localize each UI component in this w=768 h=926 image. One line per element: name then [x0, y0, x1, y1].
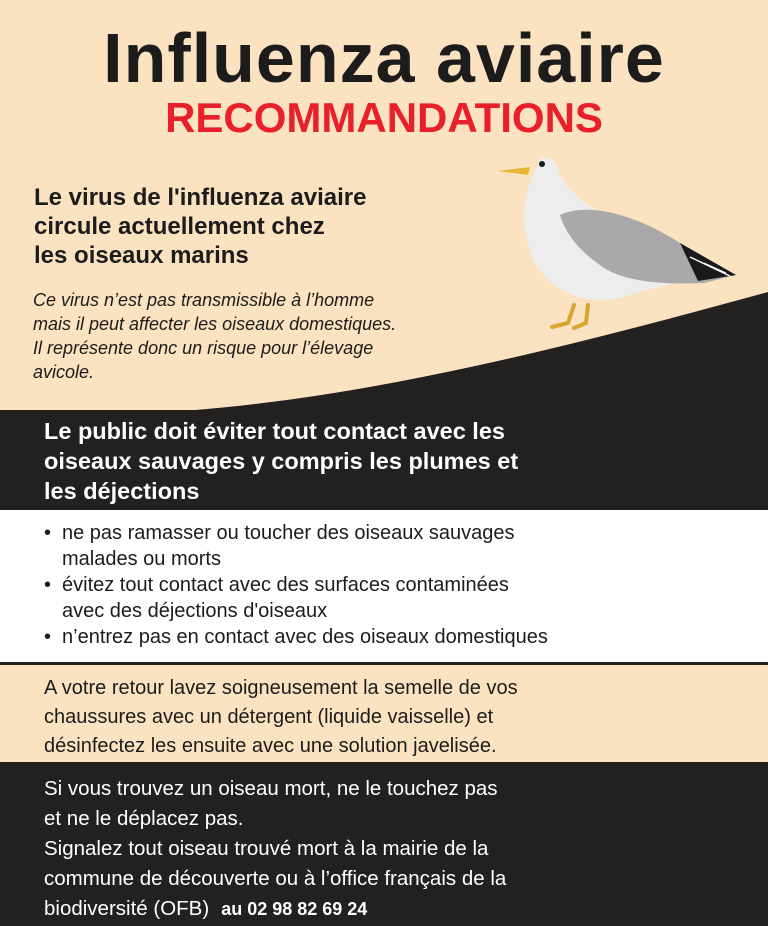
bullet-icon: • [44, 522, 52, 544]
instruction-line: Signalez tout oiseau trouvé mort à la mairie de la [44, 837, 489, 860]
page-subtitle: RECOMMANDATIONS [165, 94, 603, 141]
instruction-line: Si vous trouvez un oiseau mort, ne le touchez pas [44, 777, 498, 800]
list-item [44, 572, 548, 624]
advice-line: A votre retour lavez soigneusement la semelle de vos [44, 677, 518, 699]
note-line: mais il peut affecter les oiseaux domestiques. [33, 314, 397, 334]
instruction-line: et ne le déplacez pas. [44, 807, 244, 830]
list-item [44, 624, 548, 650]
list-item-line: évitez tout contact avec des surfaces contaminées [62, 574, 509, 596]
virus-headline [34, 183, 534, 270]
return-advice [44, 674, 518, 761]
recommendations-list [0, 510, 768, 665]
instruction-line [44, 894, 506, 924]
list-item-line: ne pas ramasser ou toucher des oiseaux sauvages [62, 522, 515, 544]
instruction-line: commune de découverte ou à l’office français de la [44, 867, 507, 890]
note-line: Ce virus n’est pas transmissible à l’homme [33, 290, 375, 310]
warning-line: les déjections [44, 478, 200, 504]
list-item-line: avec des déjections d'oiseaux [62, 600, 328, 622]
list-item-line: malades ou morts [62, 548, 221, 570]
public-warning-banner [0, 410, 768, 510]
page-title: Influenza aviaire [103, 19, 665, 97]
headline-line: circule actuellement chez [34, 213, 325, 240]
phone-number[interactable]: au 02 98 82 69 24 [221, 899, 368, 919]
seagull-illustration [490, 145, 740, 330]
warning-line: oiseaux sauvages y compris les plumes et [44, 448, 519, 474]
bullet-icon: • [44, 626, 52, 648]
advice-line: chaussures avec un détergent (liquide vaisselle) et [44, 706, 494, 728]
transmission-note [33, 288, 553, 384]
warning-line: Le public doit éviter tout contact avec les [44, 418, 505, 444]
headline-line: les oiseaux marins [34, 242, 249, 269]
bullet-icon: • [44, 574, 52, 596]
ofb-label: biodiversité (OFB) [44, 897, 210, 920]
note-line: avicole. [33, 362, 95, 382]
note-line: Il représente donc un risque pour l’élevage [33, 338, 374, 358]
list-item [44, 520, 548, 572]
dead-bird-instructions [0, 762, 768, 926]
advice-line: désinfectez les ensuite avec une solution javelisée. [44, 735, 497, 757]
list-item-line: n’entrez pas en contact avec des oiseaux domestiques [62, 626, 548, 648]
headline-line: Le virus de l'influenza aviaire [34, 184, 367, 211]
